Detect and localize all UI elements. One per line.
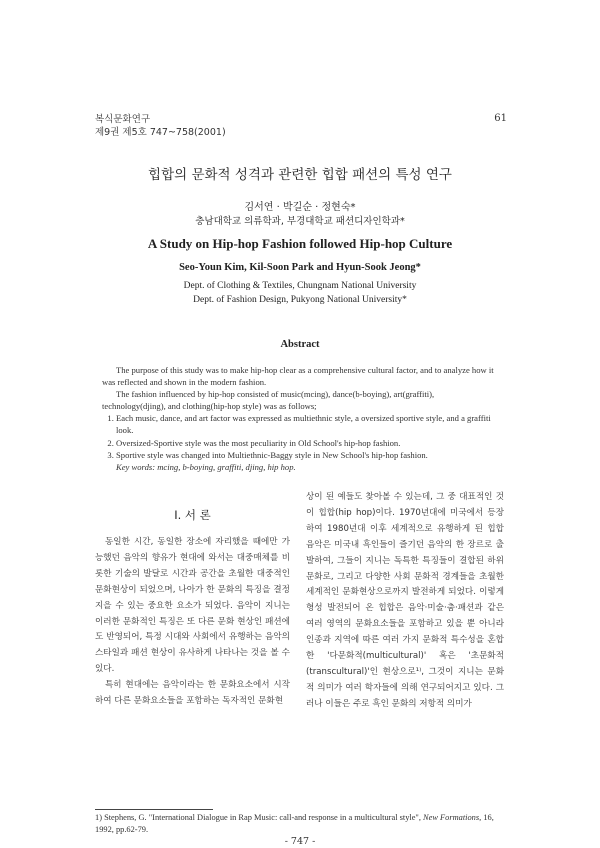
affiliation-line: Dept. of Fashion Design, Pukyong National University* <box>193 294 407 305</box>
abstract-list <box>102 412 500 460</box>
title-english: A Study on Hip-hop Fashion followed Hip-hop Culture <box>147 236 453 251</box>
body-column-left <box>95 535 290 710</box>
list-item: 2. Oversized-Sportive style was the most peculiarity in Old School's hip-hop fashion. <box>116 437 500 449</box>
body-paragraph: 동일한 시간, 동일한 장소에 자리했을 때에만 가능했던 음악의 향유가 현대에 와서는 대중매체를 비롯한 기술의 발달로 시간과 공간을 초월한 대중적인 문화현상이 되었으며, 나아가 한 문화의 특징을 결정지을 수 있는 중요한 요소가 되었다. 음악이 지니는 이러한 문화적인 특징은 또 다른 문화 현상인 패션에도 반영되어, 특정 시대와 사회에서 유행하는 음악의 스타일과 패션 현상이 유사하게 나타나는 것을 볼 수 있다. <box>95 537 290 675</box>
page-number: 61 <box>494 113 507 124</box>
list-item: 3. Sportive style was changed into Multiethnic-Baggy style in New School's hip-hop fashion. <box>116 449 500 461</box>
authors-korean: 김서연 · 박길순 · 정현숙* <box>244 202 356 213</box>
footnote-journal: New Formations, <box>423 813 482 822</box>
affiliation-korean: 충남대학교 의류학과, 부경대학교 패션디자인학과* <box>195 216 405 227</box>
footnote <box>95 812 505 835</box>
keywords: Key words: mcing, b-boying, graffiti, djing, hip hop. <box>116 461 296 472</box>
abstract-paragraph: The fashion influenced by hip-hop consisted of music(mcing), dance(b-boying), art(graffiti), technology(djing), and clothing(hip-hop style) was as follows; <box>102 389 435 412</box>
footnote-divider <box>95 809 213 810</box>
list-item: 1. Each music, dance, and art factor was expressed as multiethnic style, a oversized sportive style, and a graffiti look. <box>116 412 500 436</box>
authors-english: Seo-Youn Kim, Kil-Soon Park and Hyun-Sook Jeong* <box>179 262 421 273</box>
abstract-paragraph: The purpose of this study was to make hip-hop clear as a comprehensive cultural factor, and to analyze how it was reflected and shown in the modern fashion. <box>102 365 494 388</box>
abstract-body <box>102 364 500 473</box>
body-paragraph: 특히 현대에는 음악이라는 한 문화요소에서 시작하여 다른 문화요소들을 포함하는 독자적인 문화현 <box>95 680 290 707</box>
journal-name: 복식문화연구 <box>95 114 151 125</box>
affiliation-english <box>0 280 600 307</box>
title-korean: 힙합의 문화적 성격과 관련한 힙합 패션의 특성 연구 <box>148 167 452 183</box>
body-paragraph: 상이 된 예들도 찾아볼 수 있는데, 그 중 대표적인 것이 힙합(hip hop)이다. 1970년대에 미국에서 등장하여 1980년대 이후 세계적으로 유행하게 된 힙합 음악은 미국내 흑인들이 즐기던 음악의 한 장르로 출발하여, 그들이 지니는 독특한 특징들이 결합된 하위문화로, 그리고 다양한 사회 문화적 경계들을 초월한 세계적인 문화현상으로까지 발전하게 되었다. 이렇게 형성 발전되어 온 힙합은 음악·미술·춤·패션과 같은 여러 영역의 문화요소들을 포함하고 있을 뿐 아니라 인종과 지역에 따른 여러 가지 문화적 특수성을 혼합한 '다문화적(multicultural)' 혹은 '초문화적(transcultural)'인 현상으로¹⁾, 그것이 지니는 문화적 의미가 여러 학자들에 의해 연구되어지고 있다. 그러나 이들은 주로 흑인 문화의 저항적 의미가 <box>306 492 504 709</box>
section-heading: Ⅰ. 서 론 <box>174 508 211 522</box>
journal-issue: 제9권 제5호 747~758(2001) <box>95 127 226 138</box>
bottom-page-number: - 747 - <box>284 836 316 847</box>
body-column-right <box>306 490 504 713</box>
footnote-text: 1) Stephens, G. "International Dialogue in Rap Music: call-and response in a multicultural style", <box>95 813 424 822</box>
journal-header <box>95 113 226 139</box>
affiliation-line: Dept. of Clothing & Textiles, Chungnam National University <box>183 281 417 291</box>
abstract-heading: Abstract <box>280 339 320 350</box>
footnote-tail: 16, 1992, pp.62-79. <box>95 813 494 834</box>
